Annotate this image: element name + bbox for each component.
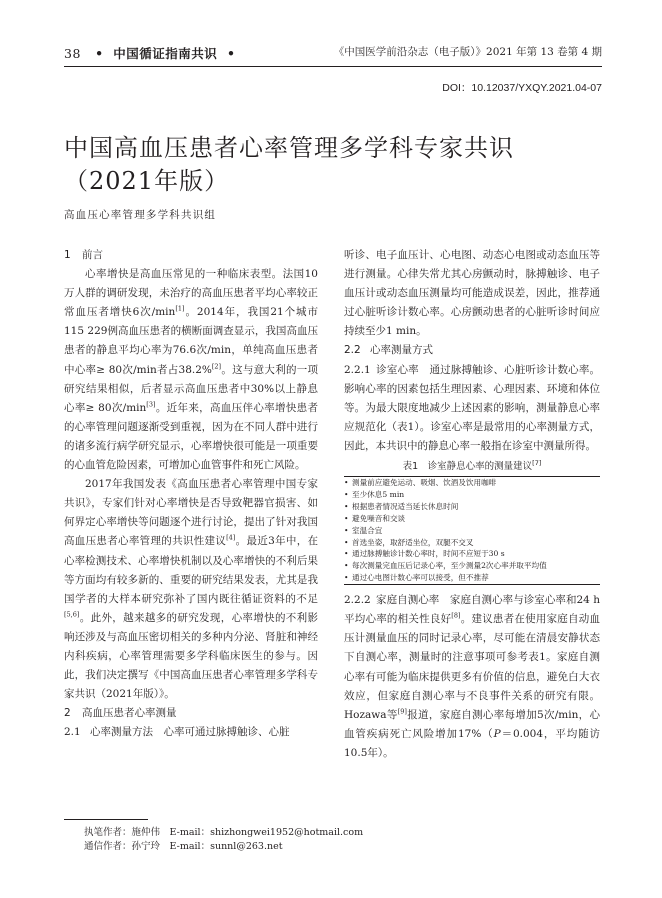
right-column — [344, 246, 600, 763]
bullet-icon: • — [344, 549, 349, 559]
author-group: 高血压心率管理多学科共识组 — [64, 209, 217, 221]
table-1-item — [344, 477, 600, 489]
table-1-item — [344, 537, 600, 549]
ref-9[interactable]: [9] — [397, 707, 407, 716]
journal-section-name: 中国循证指南共识 — [113, 46, 218, 61]
table-1-item-text: 避免噪音和交谈 — [352, 513, 406, 523]
footnote-correspondence: 通信作者：孙宁玲 E-mail：sunnl@263.net — [84, 841, 283, 852]
left-column — [64, 246, 318, 742]
table-1-item-text: 通过心电图计数心率可以接受，但不推荐 — [352, 573, 489, 583]
footnote-rule — [64, 819, 148, 820]
ref-3[interactable]: [3] — [146, 400, 156, 409]
doi: DOI：10.12037/YXQY.2021.04-07 — [442, 82, 602, 94]
table-1-item — [344, 560, 600, 572]
section-2-1: 2.1 心率测量方法 心率可通过脉搏触诊、心脏 — [64, 726, 290, 739]
table-1-item — [344, 489, 600, 501]
table-1-item — [344, 513, 600, 525]
bullet-icon: • — [344, 525, 349, 535]
bullet-icon: • — [344, 489, 349, 499]
title-line-2: （2021年版） — [64, 167, 230, 195]
intro-paragraph-2: 2017年我国发表《高血压患者心率管理中国专家共识》，专家们针对心率增快是否导致靶器官损害、如何界定心率增快等问题逐个进行讨论，提出了针对我国高血压患者心率管理的共识性建议[4]。最近3年中，在心率检测技术、心率增快机制以及心率增快的不利后果等方面均有较多新的、重要的研究结果发表，尤其是我国学者的大样本研究弥补了国内既往循证资料的不足[5,6]。此外，越来越多的研究发现，心率增快的不利影响还涉及与高血压密切相关的多种内分泌、肾脏和神经内科疾病，心率管理需要多学科临床医生的参与。因此，我们决定撰写《中国高血压患者心率管理多学科专家共识（2021年版）》。 — [64, 478, 319, 701]
bullet-icon: • — [344, 537, 349, 547]
table-1-item-text: 至少休息5 min — [352, 489, 405, 499]
table-1-item — [344, 572, 600, 584]
table-1-item-text: 每次测量完血压后记录心率，至少测量2次心率并取平均值 — [352, 561, 547, 571]
bullet-icon: • — [344, 573, 349, 583]
ref-1[interactable]: [1] — [175, 304, 185, 313]
section-2-2-heading: 2.2 心率测量方式 — [344, 344, 433, 357]
intro-paragraph-1: 心率增快是高血压常见的一种临床表型。法国10万人群的调研发现，未治疗的高血压患者平均心率较正常血压者增快6次/min[1]。2014年，我国21个城市115 229例高血压患者的横断面调查显示，我国高血压患者的静息平均心率为76.6次/min，单纯高血压患者中心率≥ 80次/min者占38.2%[2]。这与意大利的一项研究结果相似，后者显示高血压患者中30%以上静息心率≥ 80次/min[3]。近年来，高血压伴心率增快患者的心率管理问题逐渐受到重视，因为在不同人群中进行的诸多流行病学研究显示，心率增快很可能是一项重要的心血管危险因素，可增加心血管事件和死亡风险。 — [64, 268, 318, 472]
table-1-item-text: 首选坐姿，取舒适坐位，双腿不交叉 — [352, 537, 474, 547]
page-number: 38 — [64, 46, 81, 61]
ref-8[interactable]: [8] — [451, 611, 461, 620]
bullet-icon: • — [344, 513, 349, 523]
journal-citation: 《中国医学前沿杂志（电子版）》2021 年第 13 卷第 4 期 — [333, 46, 602, 58]
section-2-2-1: 2.2.1 诊室心率 通过脉搏触诊、心脏听诊计数心率。影响心率的因素包括生理因素、心理因素、环境和体位等。为最大限度地减少上述因素的影响，测量静息心率应规范化（表1）。诊室心率是最常用的心率测量方式，因此，本共识中的静息心率一般指在诊室中测量所得。 — [344, 363, 601, 452]
table-1-item-text: 根据患者情况适当延长休息时间 — [352, 501, 459, 511]
table-1-item — [344, 548, 600, 560]
table-1-item-text: 测量前应避免运动、吸烟、饮酒及饮用咖啡 — [352, 478, 497, 488]
table-1-item-text: 通过脉搏触诊计数心率时，时间不应短于30 s — [352, 549, 505, 559]
table-1-ref[interactable]: [7] — [532, 458, 542, 467]
table-1-caption: 表1 诊室静息心率的测量建议[7] — [402, 458, 542, 473]
title-line-1: 中国高血压患者心率管理多学科专家共识 — [64, 134, 514, 162]
table-1-bottom-rule — [344, 584, 600, 585]
footnote-writer: 执笔作者：施仲伟 E-mail：shizhongwei1952@hotmail.com — [84, 827, 364, 838]
ref-5-6[interactable]: [5,6] — [64, 610, 80, 619]
section-2-heading: 2 高血压患者心率测量 — [64, 707, 177, 720]
table-1-item-text: 室温合宜 — [352, 525, 383, 535]
bullet-icon: • — [344, 501, 349, 511]
page-header-left: 38 • 中国循证指南共识 • — [64, 46, 236, 61]
section-2-2-2: 2.2.2 家庭自测心率 家庭自测心率与诊室心率和24 h平均心率的相关性良好[8]。建议患者在使用家庭自动血压计测量血压的同时记录心率，尽可能在清晨安静状态下自测心率，测量时的注意事项可参考表1。家庭自测心率有可能为临床提供更多有价值的信息，避免白大衣效应，但家庭自测心率与不良事件关系的研究有限。Hozawa等[9]报道，家庭自测心率每增加5次/min，心血管疾病死亡风险增加17%（P＝0.004，平均随访10.5年）。 — [344, 594, 601, 759]
table-1 — [344, 458, 600, 585]
table-1-item — [344, 501, 600, 513]
header-rule — [64, 66, 602, 67]
section-1-heading: 1 前言 — [64, 249, 103, 261]
section-2-1-continued: 听诊、电子血压计、心电图、动态心电图或动态血压等进行测量。心律失常尤其心房颤动时，脉搏触诊、电子血压计或动态血压测量均可能造成误差，因此，推荐通过心脏听诊计数心率。心房颤动患者的心脏听诊时间应持续至少1 min。 — [344, 249, 600, 338]
article-title — [64, 132, 514, 198]
ref-2[interactable]: [2] — [211, 362, 222, 371]
bullet-icon: • — [344, 561, 349, 571]
table-1-item — [344, 525, 600, 537]
ref-4[interactable]: [4] — [226, 533, 236, 542]
bullet-icon: • — [344, 478, 349, 488]
table-1-items — [344, 477, 600, 584]
